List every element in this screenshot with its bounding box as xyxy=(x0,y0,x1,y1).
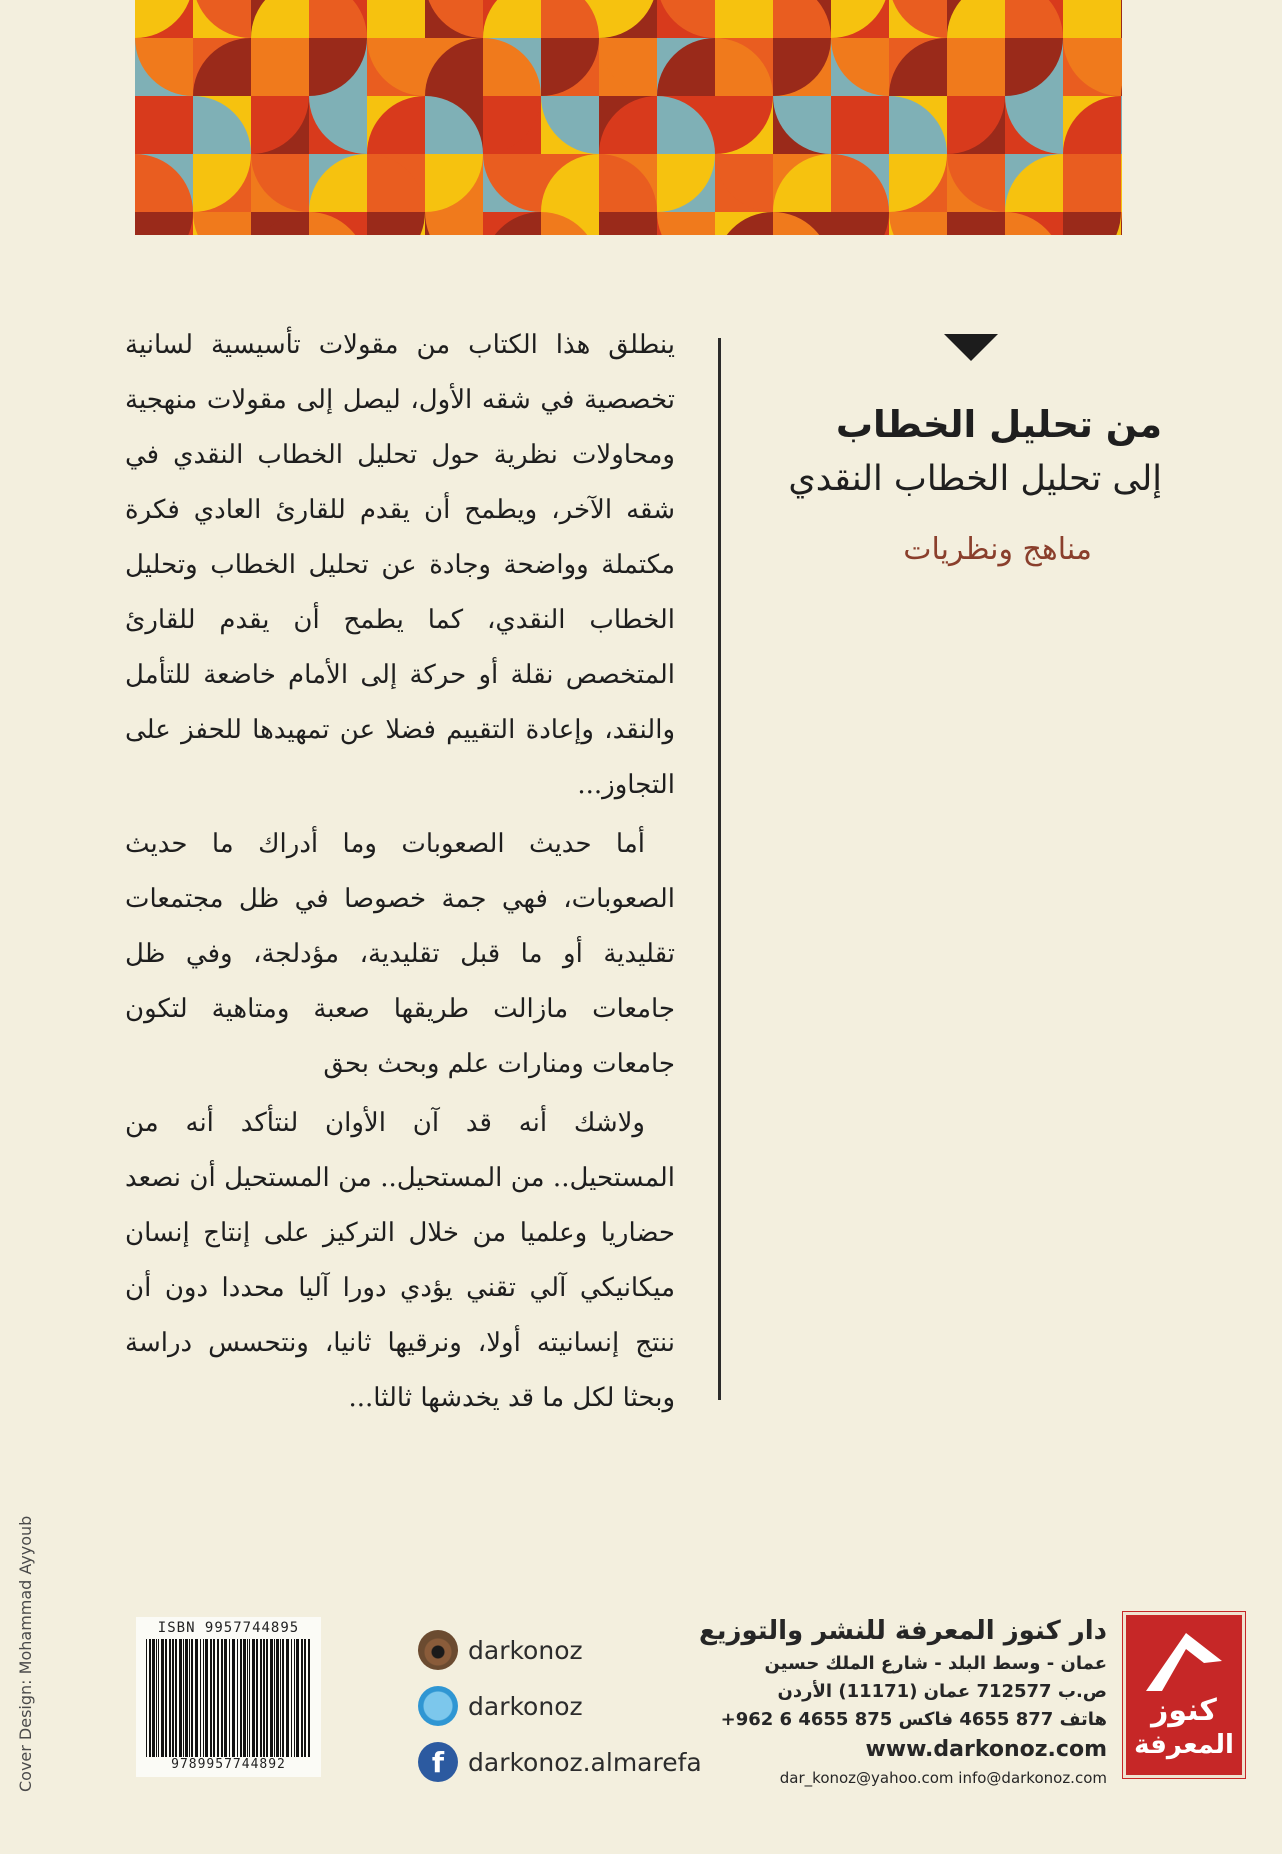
divider-line xyxy=(718,338,721,1400)
isbn-number: 9789957744892 xyxy=(171,1757,286,1772)
blurb-paragraph-2: أما حديث الصعوبات وما أدراك ما حديث الصعوبات، فهي جمة خصوصا في ظل مجتمعات تقليدية أو ما قبل تقليدية، مؤدلجة، وفي ظل جامعات مازالت طريقها صعبة ومتاهية لتكون جامعات ومنارات علم وبحث بحق xyxy=(125,829,675,1079)
down-triangle-icon xyxy=(944,334,998,361)
barcode-bar xyxy=(301,1639,303,1757)
facebook-icon: f xyxy=(418,1742,458,1782)
barcode-bar xyxy=(296,1639,299,1757)
barcode-bar xyxy=(308,1639,310,1757)
publisher-website[interactable]: www.darkonoz.com xyxy=(865,1737,1107,1762)
barcode-bar xyxy=(286,1639,289,1757)
barcode-bar xyxy=(247,1639,248,1757)
pattern-quarter-circle xyxy=(367,212,425,235)
barcode-bar xyxy=(183,1639,184,1757)
barcode-bar xyxy=(304,1639,306,1757)
barcode-bar xyxy=(213,1639,215,1757)
logo-mark-icon xyxy=(1126,1621,1242,1701)
publisher-name: دار كنوز المعرفة للنشر والتوزيع xyxy=(698,1616,1107,1646)
barcode-bar xyxy=(195,1639,198,1757)
barcode-bar xyxy=(270,1639,273,1757)
barcode-bar xyxy=(156,1639,157,1757)
barcode-bar xyxy=(217,1639,219,1757)
blurb-paragraph-3: ولاشك أنه قد آن الأوان لنتأكد أنه من المستحيل.. من المستحيل.. من المستحيل أن نصعد حضاريا وعلميا من خلال التركيز على إنتاج إنسان ميكانيكي آلي تقني يؤدي دورا آليا محددا دون أن ننتج إنسانيته أولا، ونرقيها ثانيا، ونتحسس دراسة وبحثا لكل ما قد يخدشها ثالثا... xyxy=(125,1108,675,1413)
publisher-logo xyxy=(1123,1612,1245,1778)
barcode-bar xyxy=(203,1639,204,1757)
barcode-bar xyxy=(210,1639,212,1757)
barcode-bar xyxy=(161,1639,164,1757)
barcode-bar xyxy=(185,1639,188,1757)
pattern-quarter-circle xyxy=(1121,154,1122,212)
barcode-bar xyxy=(263,1639,265,1757)
barcode-bar xyxy=(276,1639,279,1757)
book-title-block xyxy=(682,400,1162,572)
isbn-barcode xyxy=(136,1617,321,1777)
book-subtitle: مناهج ونظريات xyxy=(903,532,1092,567)
barcode-bar xyxy=(149,1639,151,1757)
barcode-bar xyxy=(189,1639,190,1757)
pattern-quarter-circle xyxy=(193,212,251,235)
social-label-twitter: darkonoz xyxy=(468,1691,583,1721)
barcode-bar xyxy=(221,1639,223,1757)
pattern-quarter-circle xyxy=(135,212,193,235)
barcode-bar xyxy=(291,1639,292,1757)
cover-pattern xyxy=(135,0,1122,235)
barcode-bar xyxy=(252,1639,255,1757)
barcode-bar xyxy=(179,1639,182,1757)
publisher-info xyxy=(687,1612,1107,1790)
barcode-bar xyxy=(237,1639,238,1757)
barcode-bar xyxy=(294,1639,295,1757)
barcode-bar xyxy=(240,1639,242,1757)
blurb-text xyxy=(125,318,675,1430)
barcode-bar xyxy=(266,1639,268,1757)
barcode-bar xyxy=(175,1639,177,1757)
barcode-bar xyxy=(224,1639,227,1757)
barcode-bar xyxy=(158,1639,159,1757)
publisher-emails[interactable]: dar_konoz@yahoo.com info@darkonoz.com xyxy=(779,1769,1107,1787)
barcode-bar xyxy=(172,1639,174,1757)
isbn-label: ISBN 9957744895 xyxy=(157,1620,300,1636)
barcode-bar xyxy=(169,1639,171,1757)
social-links xyxy=(418,1630,702,1798)
barcode-bar xyxy=(232,1639,235,1757)
social-row-instagram[interactable] xyxy=(418,1630,702,1670)
logo-text-konoz: كنوز xyxy=(1151,1693,1217,1728)
social-row-facebook[interactable] xyxy=(418,1742,702,1782)
barcode-bar xyxy=(200,1639,201,1757)
barcode-bar xyxy=(191,1639,193,1757)
publisher-phone: هاتف 877 4655 فاكس 875 4655 6 962+ xyxy=(720,1709,1107,1730)
barcode-bar xyxy=(205,1639,208,1757)
book-title-line2: إلى تحليل الخطاب النقدي xyxy=(788,459,1162,499)
social-label-facebook: darkonoz.almarefa xyxy=(468,1747,702,1777)
barcode-bars xyxy=(146,1639,311,1757)
barcode-bar xyxy=(146,1639,147,1757)
barcode-bar xyxy=(229,1639,230,1757)
pattern-quarter-circle xyxy=(599,212,657,235)
pattern-quarter-circle xyxy=(1121,96,1122,154)
barcode-bar xyxy=(243,1639,246,1757)
barcode-bar xyxy=(280,1639,281,1757)
barcode-bar xyxy=(256,1639,258,1757)
publisher-address-2: ص.ب 712577 عمان (11171) الأردن xyxy=(777,1681,1107,1702)
pattern-quarter-circle xyxy=(657,212,715,235)
barcode-bar xyxy=(260,1639,262,1757)
camera-icon xyxy=(418,1630,458,1670)
barcode-bar xyxy=(274,1639,275,1757)
logo-text-almarefa: المعرفة xyxy=(1134,1730,1234,1760)
social-label-instagram: darkonoz xyxy=(468,1635,583,1665)
social-row-twitter[interactable] xyxy=(418,1686,702,1726)
pattern-quarter-circle xyxy=(425,212,483,235)
publisher-address-1: عمان - وسط البلد - شارع الملك حسين xyxy=(764,1653,1107,1674)
twitter-icon xyxy=(418,1686,458,1726)
barcode-bar xyxy=(249,1639,250,1757)
barcode-bar xyxy=(282,1639,284,1757)
pattern-quarter-circle xyxy=(831,212,889,235)
barcode-bar xyxy=(165,1639,167,1757)
barcode-bar xyxy=(152,1639,155,1757)
pattern-tile xyxy=(1121,0,1122,38)
pattern-quarter-circle xyxy=(889,212,947,235)
pattern-quarter-circle xyxy=(1063,212,1121,235)
book-title-line1: من تحليل الخطاب xyxy=(835,403,1162,446)
blurb-paragraph-1: ينطلق هذا الكتاب من مقولات تأسيسية لسانية تخصصية في شقه الأول، ليصل إلى مقولات منهجية ومحاولات نظرية حول تحليل الخطاب النقدي في شقه الآخر، ويطمح أن يقدم للقارئ العادي فكرة مكتملة وواضحة وجادة عن تحليل الخطاب وتحليل الخطاب النقدي، كما يطمح أن يقدم للقارئ المتخصص نقلة أو حركة إلى الأمام خاضعة للتأمل والنقد، وإعادة التقييم فضلا عن تمهيدها للحفز على التجاوز... xyxy=(125,330,675,800)
cover-designer-credit: Cover Design: Mohammad Ayyoub xyxy=(16,1515,35,1792)
